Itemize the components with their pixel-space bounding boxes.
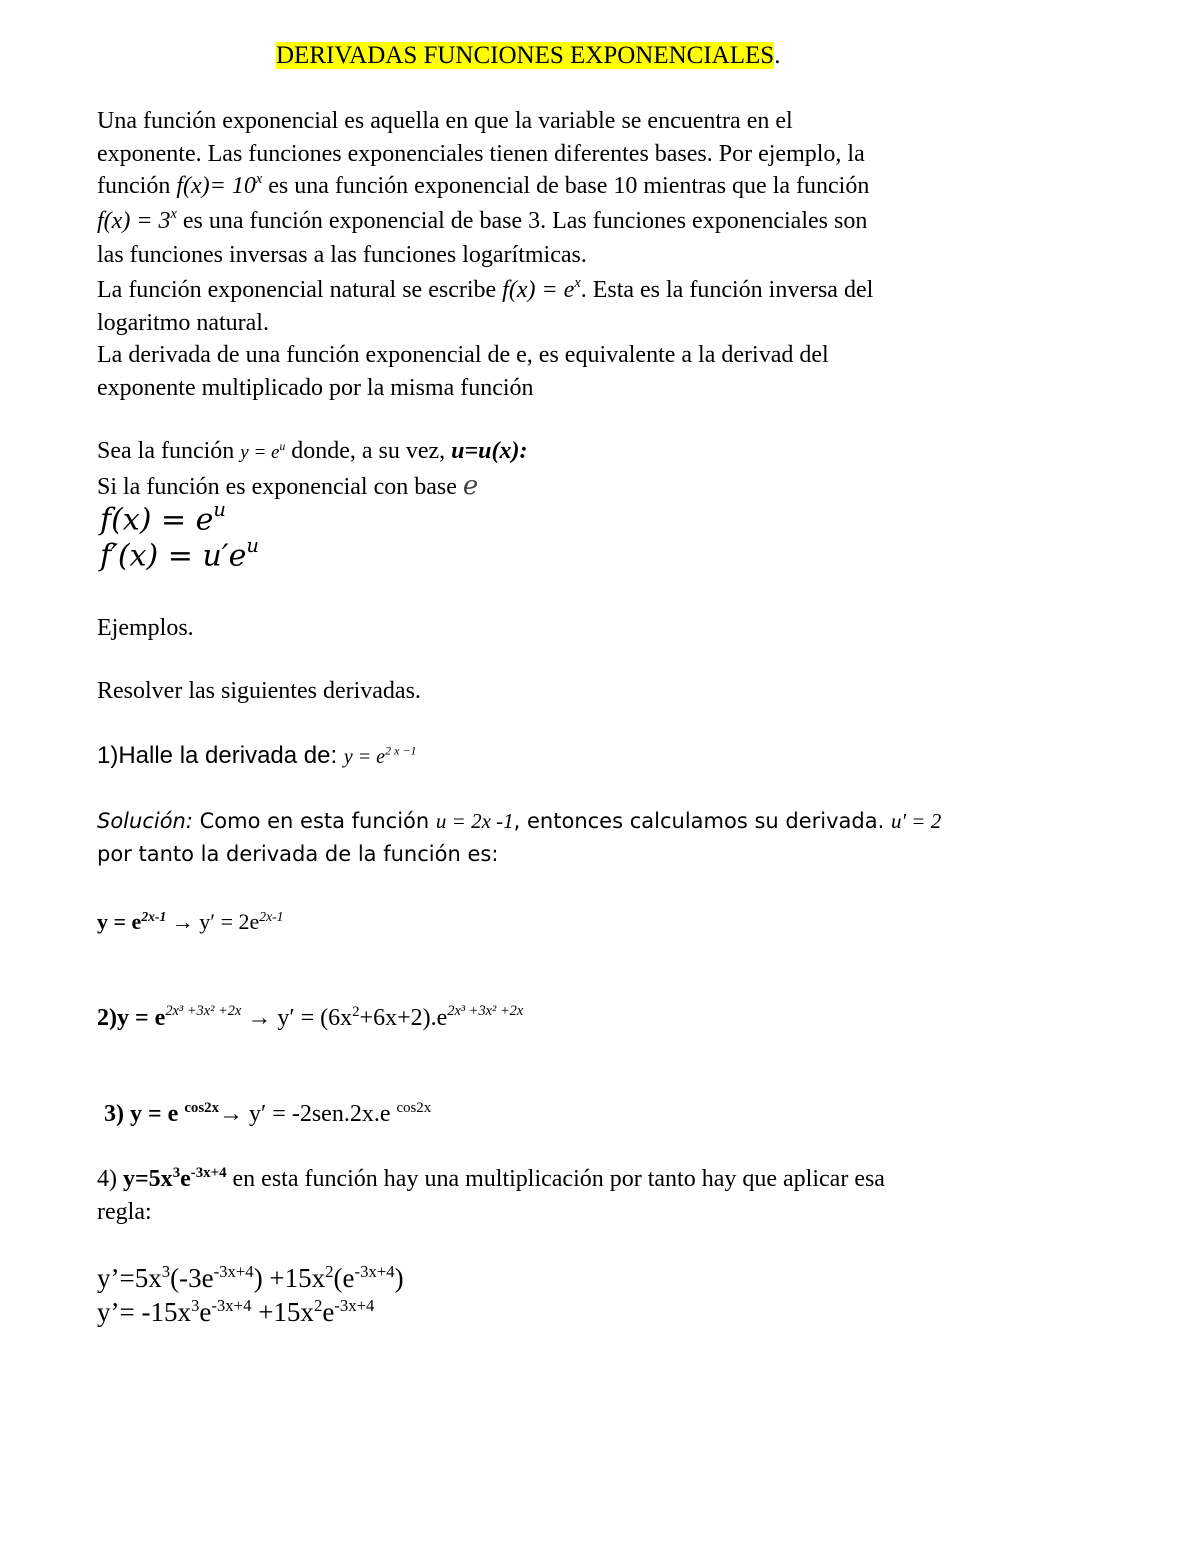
text: , entonces calculamos su derivada.: [513, 809, 885, 833]
math-formula: ) +15x: [253, 1263, 326, 1293]
example-1-solution: [97, 842, 498, 867]
text: Sea la función: [97, 438, 235, 464]
math-formula: [343, 743, 417, 768]
math-formula: f(x) = e: [100, 502, 214, 538]
math-formula: e: [199, 1297, 212, 1327]
math-formula: f′(x) = u′e: [100, 538, 247, 574]
paragraph-line: [97, 677, 421, 706]
text: por tanto la derivada de la función es:: [97, 842, 499, 866]
text: La derivada de una función exponencial de e, es equivalente a la derivad del: [97, 342, 829, 368]
math-formula: y′ = (6x: [277, 1005, 353, 1032]
math-superscript: 2x-1: [259, 908, 284, 924]
math-formula: 2)y = e: [97, 1005, 166, 1032]
math-superscript: x: [255, 171, 263, 187]
math-formula: y=5x: [123, 1166, 173, 1192]
math-formula: y = e: [97, 909, 142, 934]
text: es una función exponencial de base 10 mientras que la función: [268, 173, 870, 200]
math-superscript: 2x³ +3x² +2x: [447, 1003, 524, 1019]
page-title: [276, 42, 780, 70]
math-formula: [502, 277, 581, 303]
text: Resolver las siguientes derivadas.: [97, 678, 421, 704]
math-text: f(x)= 10: [176, 173, 256, 200]
example-2: [97, 1003, 523, 1033]
text: Una función exponencial es aquella en que la variable se encuentra en el: [97, 108, 793, 134]
paragraph-line: [97, 309, 269, 338]
math-formula: y’=5x: [97, 1263, 162, 1293]
math-text: f(x) = 3: [97, 208, 171, 235]
text: 4): [97, 1166, 117, 1192]
math-superscript: 2: [352, 1004, 360, 1021]
math-superscript: 2: [325, 1261, 334, 1281]
math-symbol: e: [462, 471, 479, 501]
math-superscript: 2x-1: [141, 908, 167, 924]
solution-label: Solución:: [97, 809, 193, 833]
example-3: [104, 1100, 431, 1129]
math-superscript: cos2x: [184, 1100, 220, 1117]
math-superscript: -3x+4: [211, 1295, 252, 1315]
paragraph-line: [97, 241, 587, 270]
formula-line: [100, 534, 259, 575]
example-1-solution: [97, 809, 941, 834]
math-text: f(x) = e: [502, 277, 575, 304]
text: . Esta es la función inversa del: [580, 277, 874, 304]
example-1-result: [97, 909, 284, 935]
math-superscript: 2: [313, 1295, 323, 1315]
text: Ejemplos.: [97, 615, 194, 641]
text: Como en esta función: [199, 809, 430, 833]
paragraph-line: [97, 374, 534, 403]
text: Si la función es exponencial con base: [97, 474, 457, 500]
math-formula: ): [394, 1263, 404, 1293]
text: 1)Halle la derivada de:: [97, 742, 338, 769]
math-text: y = e: [343, 746, 386, 768]
math-superscript: x: [170, 206, 177, 222]
example-4-step: [97, 1296, 374, 1328]
text: La función exponencial natural se escribe: [97, 277, 497, 304]
math-formula: [176, 173, 262, 199]
math-superscript: 3: [161, 1261, 171, 1281]
section-heading: [97, 614, 194, 643]
math-formula: +15x: [251, 1297, 314, 1327]
math-superscript: 3: [172, 1165, 181, 1182]
arrow: →: [219, 1101, 244, 1127]
math-formula: (-3e: [170, 1263, 214, 1293]
formula-line: [100, 498, 226, 539]
example-4: [97, 1165, 885, 1194]
title-period: .: [774, 42, 781, 69]
math-text: y = e: [240, 442, 280, 463]
text: función: [97, 173, 171, 200]
text: exponente. Las funciones exponenciales tienen diferentes bases. Por ejemplo, la: [97, 141, 865, 167]
text: exponente multiplicado por la misma función: [97, 375, 534, 401]
math-formula: y’= -15x: [97, 1297, 191, 1327]
math-superscript: u: [279, 441, 286, 454]
math-superscript: u: [213, 498, 226, 521]
math-formula: u=u(x):: [451, 438, 528, 464]
math-formula: [97, 208, 177, 234]
paragraph-line: [97, 140, 865, 169]
math-superscript: -3x+4: [190, 1165, 227, 1182]
math-superscript: u: [246, 534, 259, 557]
math-formula: u′ = 2: [890, 809, 942, 833]
arrow: →: [247, 1005, 272, 1032]
math-superscript: 2 x −1: [385, 743, 417, 758]
text: en esta función hay una multiplicación por tanto hay que aplicar esa: [232, 1166, 885, 1192]
text: las funciones inversas a las funciones logarítmicas.: [97, 242, 587, 268]
paragraph-line: [97, 275, 873, 305]
paragraph-line: [97, 341, 829, 370]
example-1-heading: [97, 742, 417, 771]
paragraph-line: [97, 206, 867, 236]
math-formula: y′ = 2e: [199, 909, 260, 934]
arrow: →: [171, 909, 194, 934]
text: es una función exponencial de base 3. Las funciones exponenciales son: [182, 208, 868, 235]
math-formula: y′ = -2sen.2x.e: [249, 1101, 397, 1127]
math-superscript: -3x+4: [213, 1261, 254, 1281]
math-formula: [240, 442, 285, 463]
text: donde, a su vez,: [291, 438, 446, 464]
math-superscript: cos2x: [396, 1100, 432, 1117]
math-superscript: -3x+4: [334, 1295, 375, 1315]
paragraph-line: [97, 171, 869, 201]
text: logaritmo natural.: [97, 310, 269, 336]
math-formula: u = 2x -1: [435, 809, 514, 833]
title-highlight: DERIVADAS FUNCIONES EXPONENCIALES: [276, 42, 775, 69]
text: regla:: [97, 1199, 152, 1225]
math-formula: e: [322, 1297, 335, 1327]
paragraph-line: [97, 107, 793, 136]
example-4-step: [97, 1262, 404, 1294]
example-4: [97, 1198, 152, 1227]
math-formula: e: [180, 1166, 191, 1192]
rule-line: [97, 437, 528, 466]
math-superscript: 2x³ +3x² +2x: [165, 1003, 242, 1019]
math-formula: +6x+2).e: [359, 1005, 448, 1032]
math-formula: 3) y = e: [104, 1101, 185, 1127]
math-superscript: x: [574, 275, 581, 291]
math-formula: (e: [333, 1263, 355, 1293]
math-superscript: 3: [190, 1295, 200, 1315]
math-superscript: -3x+4: [354, 1261, 395, 1281]
